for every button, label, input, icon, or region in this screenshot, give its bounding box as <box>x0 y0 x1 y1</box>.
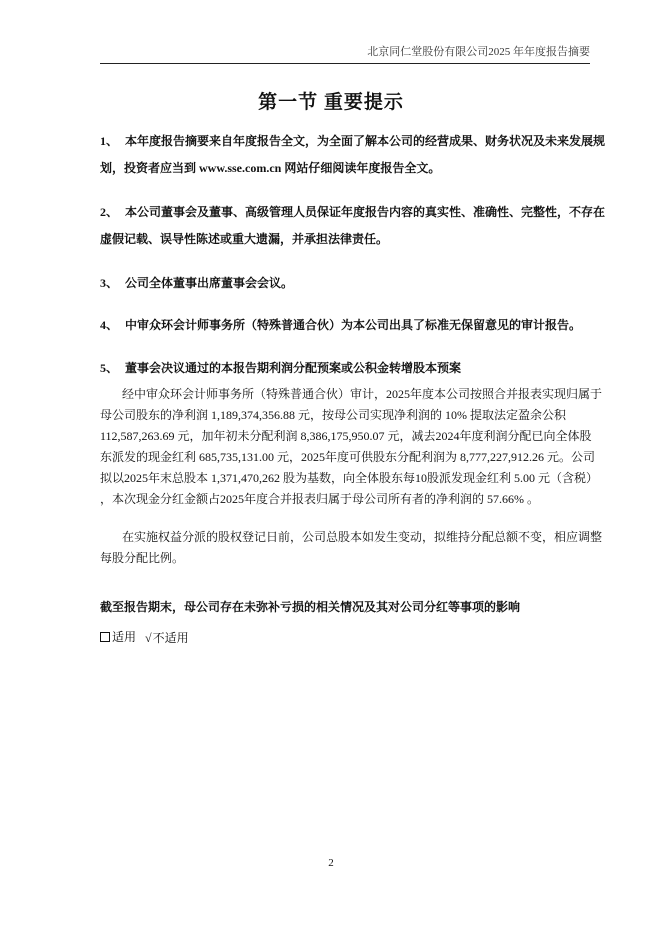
section-title: 第一节 重要提示 <box>258 92 404 113</box>
equity-adjustment-paragraph <box>100 527 603 569</box>
notice-item-2-line-2 <box>100 226 590 253</box>
notice-item-1 <box>100 128 606 182</box>
not-applicable-option[interactable] <box>145 629 189 647</box>
notice-item-number: 3、 <box>100 276 119 290</box>
notice-item-4 <box>100 312 590 339</box>
paragraph-line: 拟以2025年末总股本 1,371,470,262 股为基数，向全体股东每10股派发现金红利 5.00 元（含税） <box>100 471 599 485</box>
notice-item-1-line-2 <box>100 155 590 182</box>
notice-item-3-line-1 <box>100 270 590 297</box>
notice-item-1-line-1 <box>100 128 606 155</box>
empty-checkbox-icon[interactable] <box>100 632 110 642</box>
paragraph-line: 112,587,263.69 元，加年初未分配利润 8,386,175,950.07 元，减去2024年度利润分配已向全体股 <box>100 429 592 443</box>
notice-item-text: 本年度报告摘要来自年度报告全文，为全面了解本公司的经营成果、财务状况及未来发展规 <box>125 134 606 148</box>
paragraph-line: ，本次现金分红金额占2025年度合并报表归属于母公司所有者的净利润的 57.66% 。 <box>100 492 539 506</box>
notice-item-5-line-1 <box>100 355 590 382</box>
notice-item-number: 2、 <box>100 205 119 219</box>
notice-item-text: 公司全体董事出席董事会会议。 <box>125 276 294 290</box>
notice-item-2 <box>100 199 606 253</box>
paragraph-line: 母公司股东的净利润 1,189,374,356.88 元，按母公司实现净利润的 10% 提取法定盈余公积 <box>100 408 566 422</box>
notice-item-text: 本公司董事会及董事、高级管理人员保证年度报告内容的真实性、准确性、完整性，不存在 <box>125 205 606 219</box>
notice-item-4-line-1 <box>100 312 590 339</box>
applicable-label: 适用 <box>112 630 137 644</box>
paragraph-line: 东派发的现金红利 685,735,131.00 元，2025年度可供股东分配利润为 8,777,227,912.26 元。公司 <box>100 450 596 464</box>
notice-item-number: 5、 <box>100 361 119 375</box>
deficit-question-heading: 截至报告期末，母公司存在未弥补亏损的相关情况及其对公司分红等事项的影响 <box>100 600 521 614</box>
notice-item-text: 中审众环会计师事务所（特殊普通合伙）为本公司出具了标准无保留意见的审计报告。 <box>125 318 582 332</box>
notice-item-5 <box>100 355 590 382</box>
profit-distribution-paragraph <box>100 384 603 510</box>
paragraph-line: 经中审众环会计师事务所（特殊普通合伙）审计，2025年度本公司按照合并报表实现归属于 <box>122 387 603 401</box>
check-mark-icon: √ <box>145 631 152 645</box>
applicability-choices <box>100 628 195 647</box>
notice-item-2-line-1 <box>100 199 606 226</box>
notice-item-text: 董事会决议通过的本报告期利润分配预案或公积金转增股本预案 <box>125 361 462 375</box>
notice-item-number: 4、 <box>100 318 119 332</box>
applicable-option[interactable] <box>100 628 136 646</box>
paragraph-line: 在实施权益分派的股权登记日前，公司总股本如发生变动，拟维持分配总额不变，相应调整 <box>122 530 603 544</box>
notice-item-text: 虚假记载、误导性陈述或重大遗漏，并承担法律责任。 <box>100 232 389 246</box>
notice-item-3 <box>100 270 590 297</box>
page-number: 2 <box>328 857 334 869</box>
header-title: 北京同仁堂股份有限公司2025 年年度报告摘要 <box>367 46 590 58</box>
notice-item-text: 划，投资者应当到 www.sse.com.cn 网站仔细阅读年度报告全文。 <box>100 161 441 175</box>
not-applicable-label: 不适用 <box>152 631 189 645</box>
notice-item-number: 1、 <box>100 134 119 148</box>
paragraph-line: 每股分配比例。 <box>100 551 185 565</box>
page-header <box>100 45 590 64</box>
